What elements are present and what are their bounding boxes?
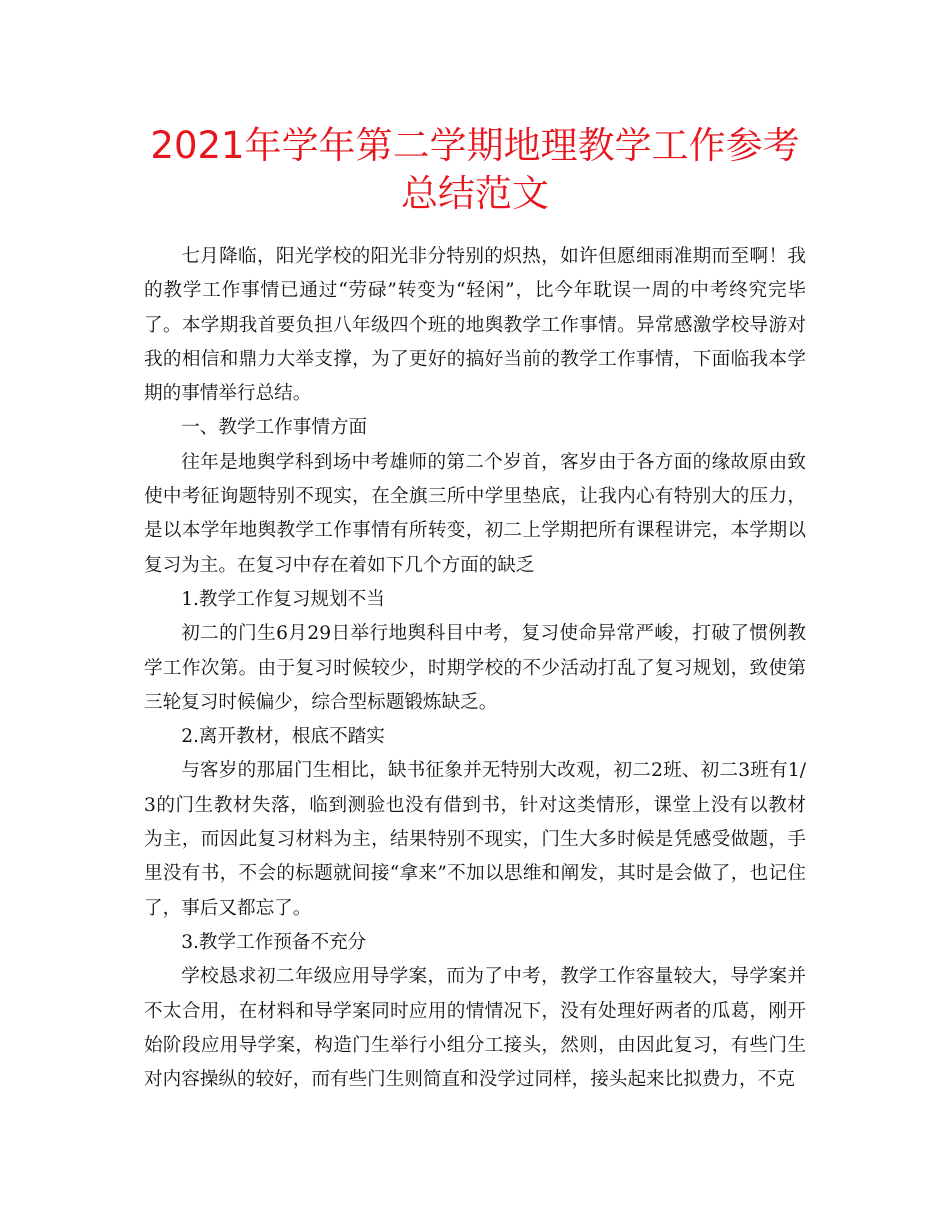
paragraph-preparation: 学校恳求初二年级应用导学案，而为了中考，教学工作容量较大，导学案并不太合用，在材料和导学案同时应用的情情况下，没有处理好两者的瓜葛，刚开始阶段应用导学案，构造门生举行小组分工接头，然则，由因此复习，有些门生对内容操纵的较好，而有些门生则简直和没学过同样，接头起来比拟费力，不克 <box>144 966 806 1091</box>
section-heading-teaching-work: 一、教学工作事情方面 <box>181 417 368 439</box>
paragraph-intro: 七月降临，阳光学校的阳光非分特别的炽热，如许但愿细雨准期而至啊！我的教学工作事情已通过“劳碌”转变为“轻闲”，比今年耽误一周的中考终究完毕了。本学期我首要负担八年级四个班的地舆教学工作事情。异常感激学校导游对我的相信和鼎力大举支撑，为了更好的搞好当前的教学工作事情，下面临我本学期的事情举行总结。 <box>144 246 806 405</box>
document-body <box>144 240 806 1097</box>
document-title: 2021年学年第二学期地理教学工作参考总结范文 <box>150 124 800 215</box>
paragraph-textbook: 与客岁的那届门生相比，缺书征象并无特别大改观，初二2班、初二3班有1/3的门生教材失落，临到测验也没有借到书，针对这类情形，课堂上没有以教材为主，而因此复习材料为主，结果特别不现实，门生大多时候是凭感受做题，手里没有书，不会的标题就间接“拿来”不加以思维和阐发，其时是会做了，也记住了，事后又都忘了。 <box>144 760 806 919</box>
subheading-preparation: 3.教学工作预备不充分 <box>181 931 367 953</box>
paragraph-teaching-overview: 往年是地舆学科到场中考雄师的第二个岁首，客岁由于各方面的缘故原由致使中考征询题特别不现实，在全旗三所中学里垫底，让我内心有特别大的压力，是以本学年地舆教学工作事情有所转变，初二上学期把所有课程讲完，本学期以复习为主。在复习中存在着如下几个方面的缺乏 <box>144 451 806 576</box>
subheading-textbook: 2.离开教材，根底不踏实 <box>181 726 385 748</box>
paragraph-review-plan: 初二的门生6月29日举行地舆科目中考，复习使命异常严峻，打破了惯例教学工作次第。由于复习时候较少，时期学校的不少活动打乱了复习规划，致使第三轮复习时候偏少，综合型标题锻炼缺乏。 <box>144 623 806 713</box>
subheading-review-plan: 1.教学工作复习规划不当 <box>181 588 385 610</box>
